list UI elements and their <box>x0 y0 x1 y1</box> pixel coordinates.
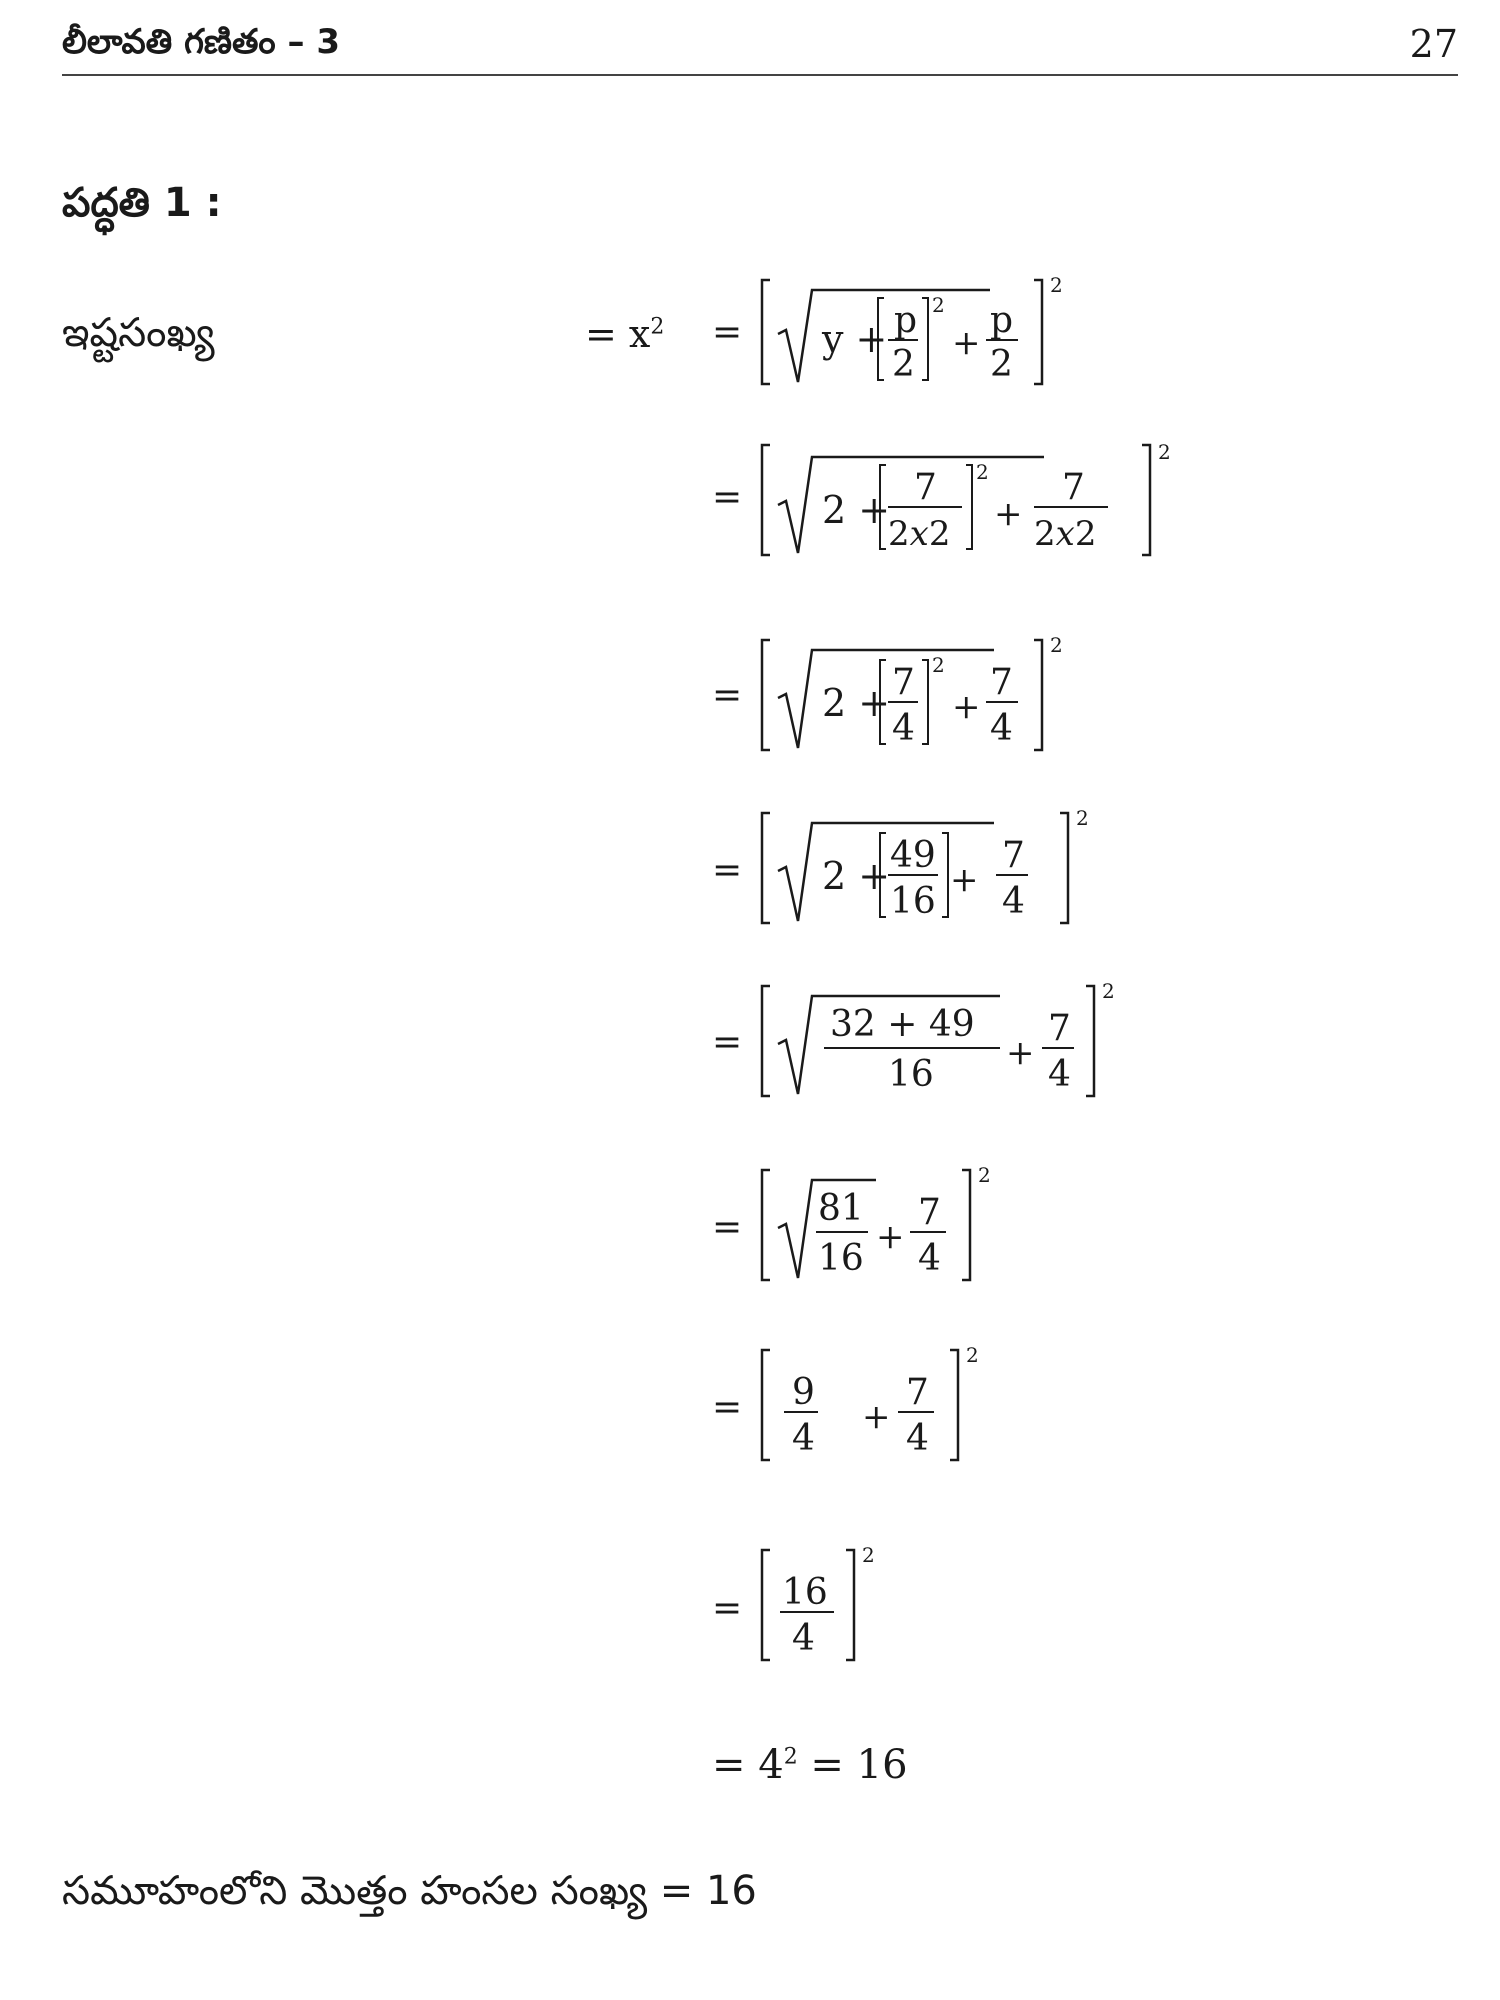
svg-text:7: 7 <box>906 1372 929 1413</box>
equation-line-7 <box>762 1342 1062 1467</box>
svg-text:16: 16 <box>782 1572 828 1613</box>
svg-text:y +: y + <box>822 317 888 361</box>
svg-text:49: 49 <box>890 835 936 876</box>
equals-sign: = <box>712 1022 743 1063</box>
svg-text:2: 2 <box>1102 979 1115 1003</box>
quantity-label: ఇష్టసంఖ్య <box>62 310 215 356</box>
svg-text:4: 4 <box>1002 881 1025 922</box>
equation-line-5 <box>762 978 1162 1103</box>
svg-text:7: 7 <box>892 662 915 703</box>
svg-text:81: 81 <box>818 1188 864 1229</box>
equals-sign: = <box>712 1207 743 1248</box>
svg-text:4: 4 <box>792 1418 815 1459</box>
svg-text:4: 4 <box>1048 1054 1071 1095</box>
equals-sign: = <box>712 675 743 716</box>
svg-text:4: 4 <box>792 1618 815 1659</box>
svg-text:+: + <box>1006 1033 1035 1073</box>
svg-text:7: 7 <box>990 662 1013 703</box>
svg-text:4: 4 <box>906 1418 929 1459</box>
svg-text:7: 7 <box>1062 467 1085 508</box>
svg-text:2: 2 <box>966 1343 979 1367</box>
svg-text:4: 4 <box>990 708 1013 749</box>
equals-sign: = <box>712 477 743 518</box>
equation-line-3 <box>762 632 1122 757</box>
svg-text:2x2: 2x2 <box>888 514 951 554</box>
equals-sign: = <box>712 1387 743 1428</box>
svg-text:2: 2 <box>1158 440 1171 464</box>
svg-text:2: 2 <box>862 1543 875 1567</box>
section-heading: పద్ధతి 1 : <box>62 180 222 226</box>
svg-text:2: 2 <box>892 344 915 385</box>
svg-text:2x2: 2x2 <box>1034 514 1097 554</box>
svg-text:2: 2 <box>932 653 945 677</box>
svg-text:2: 2 <box>978 1163 991 1187</box>
svg-text:7: 7 <box>1048 1008 1071 1049</box>
svg-text:16: 16 <box>890 881 936 922</box>
svg-text:p: p <box>990 300 1014 341</box>
svg-text:16: 16 <box>818 1238 864 1279</box>
svg-text:2: 2 <box>1076 806 1089 830</box>
svg-text:+: + <box>952 687 981 727</box>
svg-text:2: 2 <box>976 460 989 484</box>
svg-text:4: 4 <box>892 708 915 749</box>
svg-text:+: + <box>952 323 981 363</box>
equation-line-8 <box>762 1542 962 1667</box>
equation-line-1 <box>762 272 1122 392</box>
svg-text:+: + <box>876 1217 905 1257</box>
svg-text:2 +: 2 + <box>822 488 891 532</box>
svg-text:32 + 49: 32 + 49 <box>830 1004 975 1045</box>
equals-sign: = <box>712 1588 743 1629</box>
equation-line-6 <box>762 1162 1062 1287</box>
page-header <box>62 22 1458 74</box>
svg-text:2 +: 2 + <box>822 854 891 898</box>
svg-text:+: + <box>950 860 979 900</box>
svg-text:2: 2 <box>1050 633 1063 657</box>
svg-text:2: 2 <box>932 293 945 317</box>
final-result: = $4^2 = 16$ <box>712 1742 908 1788</box>
svg-text:7: 7 <box>1002 835 1025 876</box>
svg-text:2: 2 <box>990 344 1013 385</box>
svg-text:7: 7 <box>914 467 937 508</box>
x-squared-lhs: = $x^2$ <box>585 312 665 356</box>
svg-text:+: + <box>862 1397 891 1437</box>
svg-text:+: + <box>994 494 1023 534</box>
svg-text:2 +: 2 + <box>822 681 891 725</box>
svg-text:7: 7 <box>918 1192 941 1233</box>
svg-text:p: p <box>894 300 918 341</box>
equals-sign: = <box>712 312 743 353</box>
equation-line-2 <box>762 437 1222 567</box>
equals-sign: = <box>712 850 743 891</box>
svg-text:9: 9 <box>792 1372 815 1413</box>
conclusion-line: సమూహంలోని మొత్తం హంసల సంఖ్య = 16 <box>62 1868 757 1914</box>
page-number: 27 <box>1409 22 1458 66</box>
svg-text:2: 2 <box>1050 273 1063 297</box>
header-rule <box>62 74 1458 76</box>
svg-text:16: 16 <box>888 1054 934 1095</box>
equation-line-4 <box>762 805 1142 930</box>
running-title: లీలావతి గణితం – 3 <box>62 22 340 62</box>
svg-text:4: 4 <box>918 1238 941 1279</box>
